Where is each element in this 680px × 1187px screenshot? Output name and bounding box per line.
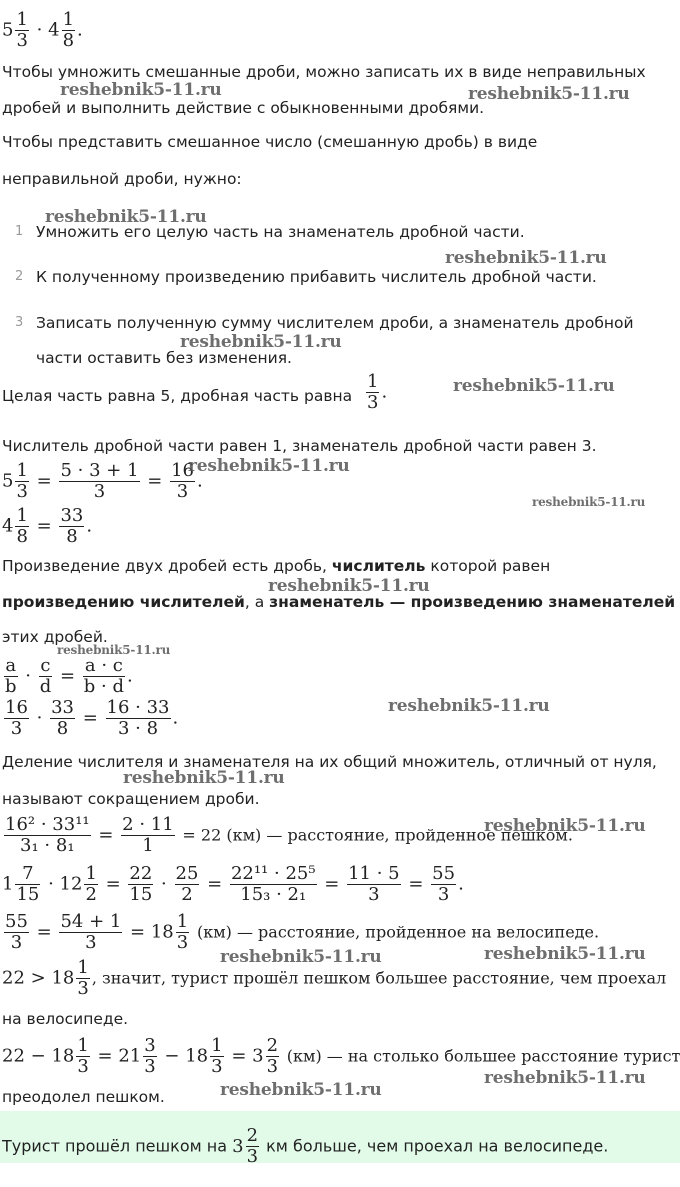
watermark: reshebnik5-11.ru: [484, 944, 646, 964]
list-item-1: Умножить его целую часть на знаменатель дробной части.: [36, 223, 525, 241]
rule-line-1: Произведение двух дробей есть дробь, числитель которой равен: [2, 557, 551, 575]
bike-result: $\frac{55}{3}$ = $\frac{54 + 1}{3}$ = 18 $\frac{1}{3}$ (км) — расстояние, пройденное на велосипеде.: [5, 911, 600, 953]
walk-result: $\frac{\text{16² · 33¹¹}}{\text{3₁ · 8₁}}$ = $\frac{2 \cdot 11}{1}$ = 22 (км) — расстояние, пройденное пешком.: [5, 814, 573, 856]
watermark: reshebnik5-11.ru: [388, 696, 550, 716]
paragraph-convert-2: неправильной дроби, нужно:: [2, 170, 242, 188]
rule-line-2: произведению числителей, а знаменатель — произведению знаменателей: [2, 593, 676, 611]
conversion-2: 4 $\frac{1}{8}$ = $\frac{33}{8}$ .: [2, 505, 93, 547]
difference: 22 − 18 $\frac{1}{3}$ = 21 $\frac{3}{3}$ − 18 $\frac{1}{3}$ = 3 $\frac{2}{3}$ (км) — на столько большее расстояние турист: [2, 1035, 680, 1077]
answer-box: [0, 1111, 680, 1167]
multiplication: $\frac{16}{3}$ · $\frac{33}{8}$ = $\frac{16 \cdot 33}{3 \cdot 8}$ .: [5, 697, 179, 739]
watermark: reshebnik5-11.ru: [180, 332, 342, 352]
watermark: reshebnik5-11.ru: [453, 376, 615, 396]
watermark: reshebnik5-11.ru: [123, 768, 285, 788]
paragraph-convert: Чтобы представить смешанное число (смешанную дробь) в виде: [2, 133, 538, 151]
watermark: reshebnik5-11.ru: [468, 84, 630, 104]
fraction-1-3: $\frac{1}{3}$ .: [367, 371, 388, 413]
whole-part-line: Целая часть равна 5, дробная часть равна: [2, 387, 353, 405]
list-item-2: К полученному произведению прибавить числитель дробной части.: [36, 268, 597, 286]
watermark: reshebnik5-11.ru: [60, 80, 222, 100]
watermark: reshebnik5-11.ru: [532, 495, 646, 509]
watermark: reshebnik5-11.ru: [484, 1068, 646, 1088]
cancel-definition-2: называют сокращением дроби.: [2, 790, 260, 808]
watermark: reshebnik5-11.ru: [220, 947, 382, 967]
cancel-definition: Деление числителя и знаменателя на их общий множитель, отличный от нуля,: [2, 753, 657, 771]
difference-cont: преодолел пешком.: [2, 1088, 165, 1106]
numerator-line: Числитель дробной части равен 1, знаменатель дробной части равен 3.: [2, 437, 597, 455]
comparison: 22 > 18 $\frac{1}{3}$ , значит, турист прошёл пешком большее расстояние, чем проехал: [2, 957, 667, 999]
bike-calculation: 1 $\frac{7}{15}$ · 12 $\frac{1}{2}$ = $\frac{22}{15}$ · $\frac{25}{2}$ = $\frac{\text{22¹¹ · 25⁵}}{\text{15₃ · 2₁}}$ = $\frac{11 \cdot 5}{3}$ = $\frac{55}{3}$ .: [2, 863, 464, 905]
watermark: reshebnik5-11.ru: [188, 456, 350, 476]
answer-text: Турист прошёл пешком на 3 $\frac{2}{3}$ км больше, чем проехал на велосипеде.: [2, 1125, 609, 1167]
watermark: reshebnik5-11.ru: [45, 207, 207, 227]
task-expression: 5 $\frac{1}{3}$ · 4 $\frac{1}{8}$ .: [2, 9, 83, 51]
list-item-3: Записать полученную сумму числителем дроби, а знаменатель дробной: [36, 314, 634, 332]
list-number-1: 1: [15, 224, 24, 239]
watermark: reshebnik5-11.ru: [220, 1080, 382, 1100]
general-formula: $\frac{a}{b}$ · $\frac{c}{d}$ = $\frac{a \cdot c}{b \cdot d}$ .: [5, 655, 133, 697]
watermark: reshebnik5-11.ru: [445, 248, 607, 268]
paragraph-intro-2: дробей и выполнить действие с обыкновенными дробями.: [2, 99, 485, 117]
list-number-2: 2: [15, 269, 24, 284]
rule-line-3: этих дробей.: [2, 628, 108, 646]
watermark: reshebnik5-11.ru: [484, 816, 646, 836]
paragraph-intro: Чтобы умножить смешанные дроби, можно записать их в виде неправильных: [2, 63, 646, 81]
list-number-3: 3: [15, 315, 24, 330]
watermark: reshebnik5-11.ru: [268, 576, 430, 596]
comparison-cont: на велосипеде.: [2, 1010, 129, 1028]
list-item-3-cont: части оставить без изменения.: [36, 349, 292, 367]
conversion-1: 5 $\frac{1}{3}$ = $\frac{5 \cdot 3 + 1}{3}$ = $\frac{16}{3}$ .: [2, 460, 203, 502]
watermark: reshebnik5-11.ru: [57, 643, 171, 657]
